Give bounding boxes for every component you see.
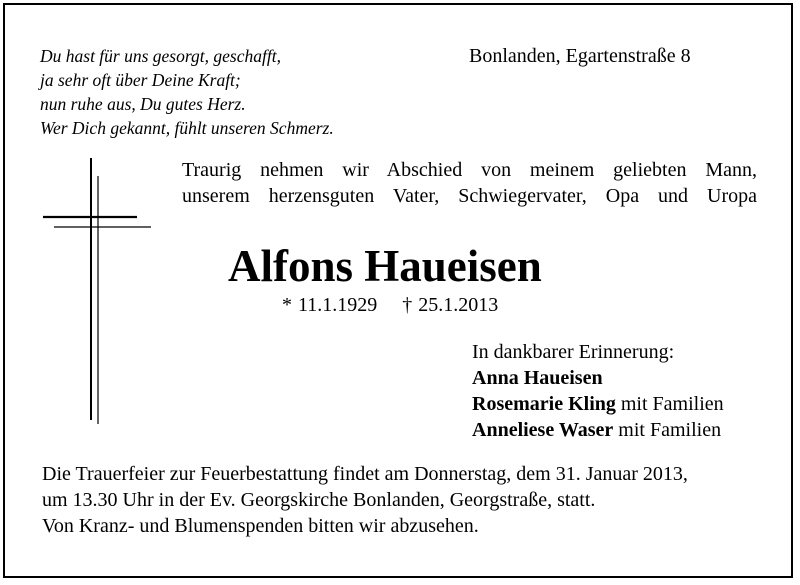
death-date: † 25.1.2013 — [402, 294, 499, 316]
mourners-heading: In dankbarer Erinnerung: — [472, 341, 675, 363]
poem-line: Wer Dich gekannt, fühlt unseren Schmerz. — [40, 118, 334, 138]
poem-line: nun ruhe aus, Du gutes Herz. — [40, 94, 246, 114]
mourner-suffix: mit Familien — [613, 419, 722, 441]
birth-date: * 11.1.1929 — [282, 294, 378, 316]
mourner-name: Rosemarie Kling — [472, 393, 616, 415]
mourner-entry — [472, 365, 724, 391]
mourner-name: Anna Haueisen — [472, 367, 603, 389]
address: Bonlanden, Egartenstraße 8 — [469, 45, 691, 67]
intro-line: Traurig nehmen wir Abschied von meinem geliebten Mann, — [182, 159, 757, 181]
poem-line: ja sehr oft über Deine Kraft; — [40, 70, 241, 90]
ceremony-line: Von Kranz- und Blumenspenden bitten wir abzusehen. — [42, 515, 479, 537]
intro-text — [182, 157, 757, 209]
ceremony-line: um 13.30 Uhr in der Ev. Georgskirche Bonlanden, Georgstraße, statt. — [42, 489, 596, 511]
mourner-entry — [472, 391, 724, 417]
poem — [40, 44, 334, 140]
mourner-name: Anneliese Waser — [472, 419, 614, 441]
life-dates — [282, 294, 498, 317]
ceremony-line: Die Trauerfeier zur Feuerbestattung findet am Donnerstag, dem 31. Januar 2013, — [42, 463, 688, 485]
mourners-block — [472, 339, 724, 443]
poem-line: Du hast für uns gesorgt, geschafft, — [40, 46, 281, 66]
cross-icon — [40, 158, 152, 424]
mourner-suffix: mit Familien — [615, 393, 724, 415]
mourner-entry — [472, 417, 724, 443]
deceased-name: Alfons Haueisen — [228, 241, 542, 291]
intro-line: unserem herzensguten Vater, Schwiegervater, Opa und Uropa — [182, 185, 757, 207]
ceremony-info — [42, 461, 688, 539]
